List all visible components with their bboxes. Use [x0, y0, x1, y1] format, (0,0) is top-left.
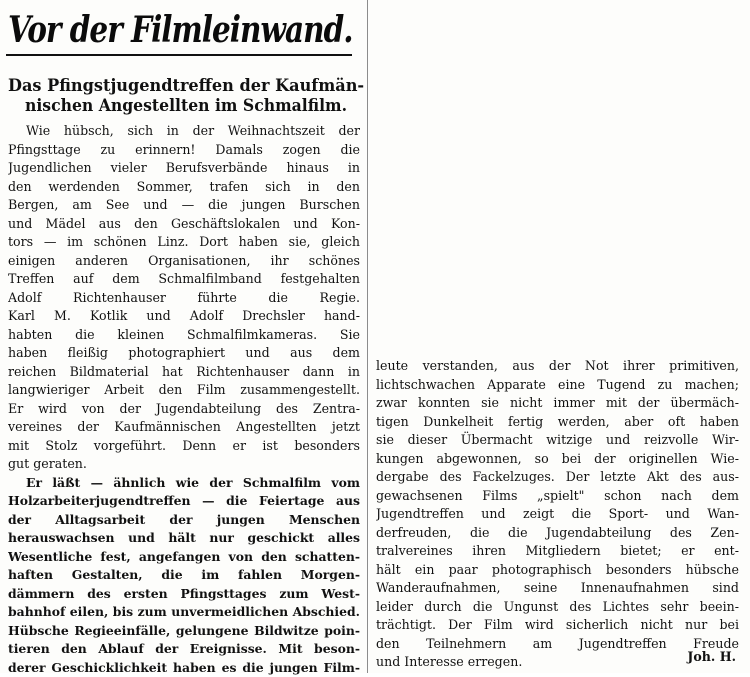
- text-line: hält ein paar photographisch besonders hübsche: [376, 561, 739, 580]
- text-line: tieren den Ablauf der Ereignisse. Mit beson-: [8, 640, 360, 659]
- text-line: Treffen auf dem Schmalfilmband festgehalten: [8, 270, 360, 289]
- text-line: Bergen, am See und — die jungen Burschen: [8, 196, 360, 215]
- text-line: den Teilnehmern am Jugendtreffen Freude: [376, 635, 739, 654]
- text-line: reichen Bildmaterial hat Richtenhauser dann in: [8, 363, 360, 382]
- text-line: Er läßt — ähnlich wie der Schmalfilm vom: [8, 474, 360, 493]
- article-column-right: [376, 357, 739, 672]
- author-signature: Joh. H.: [687, 649, 736, 664]
- text-line: leider durch die Ungunst des Lichtes sehr beein-: [376, 598, 739, 617]
- text-line: herauswachsen und hält nur geschickt alles: [8, 529, 360, 548]
- article-column-left: [8, 122, 360, 677]
- text-line: tors — im schönen Linz. Dort haben sie, gleich: [8, 233, 360, 252]
- text-line: kungen abgewonnen, so bei der originellen Wie-: [376, 450, 739, 469]
- headline-line: Das Pfingstjugendtreffen der Kaufmän-: [8, 76, 364, 96]
- paragraph-intro: [8, 122, 360, 474]
- text-line: und Interesse erregen.: [376, 653, 739, 672]
- text-line: der Alltagsarbeit der jungen Menschen: [8, 511, 360, 530]
- text-line: gewachsenen Films „spielt" schon nach dem: [376, 487, 739, 506]
- text-line: Jugendlichen vieler Berufsverbände hinaus in: [8, 159, 360, 178]
- text-line: Adolf Richtenhauser führte die Regie.: [8, 289, 360, 308]
- text-line: dämmern des ersten Pfingsttages zum West-: [8, 585, 360, 604]
- section-masthead: [6, 8, 352, 58]
- text-line: Karl M. Kotlik und Adolf Drechsler hand-: [8, 307, 360, 326]
- text-line: Jugendtreffen und zeigt die Sport- und Wan-: [376, 505, 739, 524]
- text-line: tralvereines ihren Mitgliedern bietet; er ent-: [376, 542, 739, 561]
- text-line: haften Gestalten, die im fahlen Morgen-: [8, 566, 360, 585]
- text-line: Pfingsttage zu erinnern! Damals zogen die: [8, 141, 360, 160]
- text-line: gut geraten.: [8, 455, 360, 474]
- headline-line: nischen Angestellten im Schmalfilm.: [22, 96, 350, 116]
- text-line: lichtschwachen Apparate eine Tugend zu machen;: [376, 376, 739, 395]
- text-line: Wanderaufnahmen, seine Innenaufnahmen sind: [376, 579, 739, 598]
- text-line: mit Stolz vorgeführt. Denn er ist besonders: [8, 437, 360, 456]
- masthead-underline: [6, 54, 352, 56]
- text-line: Wesentliche fest, angefangen von den schatten-: [8, 548, 360, 567]
- section-title: Vor der Filmleinwand.: [8, 10, 353, 50]
- text-line: sie dieser Übermacht witzige und reizvolle Wir-: [376, 431, 739, 450]
- text-line: tigen Dunkelheit fertig werden, aber oft haben: [376, 413, 739, 432]
- text-line: derer Geschicklichkeit haben es die jungen Film-: [8, 659, 360, 677]
- column-divider: [367, 0, 368, 673]
- text-line: leute verstanden, aus der Not ihrer primitiven,: [376, 357, 739, 376]
- text-line: Er wird von der Jugendabteilung des Zentra-: [8, 400, 360, 419]
- text-line: zwar konnten sie nicht immer mit der übermäch-: [376, 394, 739, 413]
- text-line: langwieriger Arbeit den Film zusammengestellt.: [8, 381, 360, 400]
- text-line: derfreuden, die die Jugendabteilung des Zen-: [376, 524, 739, 543]
- text-line: habten die kleinen Schmalfilmkameras. Sie: [8, 326, 360, 345]
- text-line: vereines der Kaufmännischen Angestellten jetzt: [8, 418, 360, 437]
- article-headline: [8, 76, 364, 116]
- text-line: trächtigt. Der Film wird sicherlich nicht nur bei: [376, 616, 739, 635]
- text-line: Wie hübsch, sich in der Weihnachtszeit der: [8, 122, 360, 141]
- text-line: haben fleißig photographiert und aus dem: [8, 344, 360, 363]
- text-line: einigen anderen Organisationen, ihr schönes: [8, 252, 360, 271]
- paragraph-bold: [8, 474, 360, 677]
- text-line: bahnhof eilen, bis zum unvermeidlichen Abschied.: [8, 603, 360, 622]
- text-line: Holzarbeiterjugendtreffen — die Feiertage aus: [8, 492, 360, 511]
- text-line: Hübsche Regieeinfälle, gelungene Bildwitze poin-: [8, 622, 360, 641]
- text-line: dergabe des Fackelzuges. Der letzte Akt des aus-: [376, 468, 739, 487]
- text-line: den werdenden Sommer, trafen sich in den: [8, 178, 360, 197]
- text-line: und Mädel aus den Geschäftslokalen und Kon-: [8, 215, 360, 234]
